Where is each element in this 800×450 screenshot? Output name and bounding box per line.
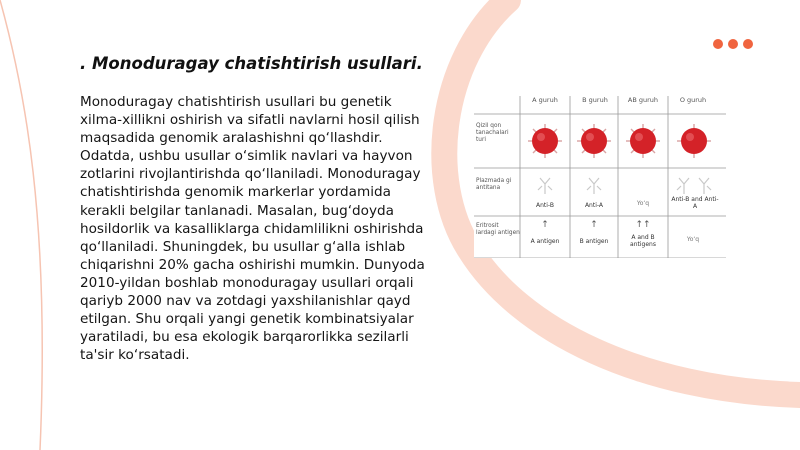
antibody-label-o: Anti-B and Anti-A	[671, 196, 719, 210]
column-header-o: O guruh	[679, 96, 707, 104]
antibody-label-ab: Yo‘q	[636, 200, 650, 207]
antigen-arrow-icon: ↑↑	[635, 220, 651, 230]
three-dots-icon	[713, 39, 753, 49]
row-header-antibody: Plazmada gi antitana	[476, 178, 512, 191]
antibody-label-b: Anti-A	[584, 202, 604, 209]
antibody-label-a: Anti-B	[536, 202, 554, 209]
slide-title: . Monoduragay chatishtirish usullari.	[80, 54, 423, 73]
antigen-arrow-icon: ↑	[541, 220, 549, 230]
row-header-cells: Qizil qon tanachalari turi	[476, 123, 509, 143]
column-header-b: B guruh	[582, 96, 608, 104]
blood-group-figure	[474, 96, 726, 258]
column-header-a: A guruh	[532, 96, 558, 104]
antigen-arrow-icon: ↑	[590, 220, 598, 230]
column-header-ab: AB guruh	[627, 96, 659, 104]
row-header-antigen: Eritrosit lardagi antigen	[476, 223, 520, 236]
red-cell-ab	[626, 124, 660, 158]
antigen-label-b: B antigen	[579, 238, 609, 245]
antigen-label-o: Yo‘q	[686, 236, 700, 243]
red-cell-b	[577, 124, 611, 158]
red-cell-a	[528, 124, 562, 158]
antigen-label-a: A antigen	[530, 238, 560, 245]
slide-paragraph: Monoduragay chatishtirish usullari bu genetik xilma-xillikni oshirish va sifatli navlarni hosil qilish maqsadida genomik aralashishni qo‘llashdir. Odatda, ushbu usullar o‘simlik navlari va hayvon zotlarini rivojlantirishda qo‘llaniladi. Monoduragay chatishtirishda genomik markerlar yordamida kerakli belgilar tanlanadi. Masalan, bug‘doyda hosildorlik va kasalliklarga chidamlilikni oshirishda qo‘llaniladi. Shuningdek, bu usullar g‘alla ishlab chiqarishni 20% gacha oshirishi mumkin. Dunyoda 2010-yildan boshlab monoduragay usullari orqali qariyb 2000 nav va zotdagi yaxshilanishlar qayd etilgan. Shu orqali yangi genetik kombinatsiyalar yaratiladi, bu esa ekologik barqarorlikka sezilarli ta'sir ko‘rsatadi.	[80, 94, 425, 364]
antigen-label-ab: A and B antigens	[630, 234, 656, 248]
